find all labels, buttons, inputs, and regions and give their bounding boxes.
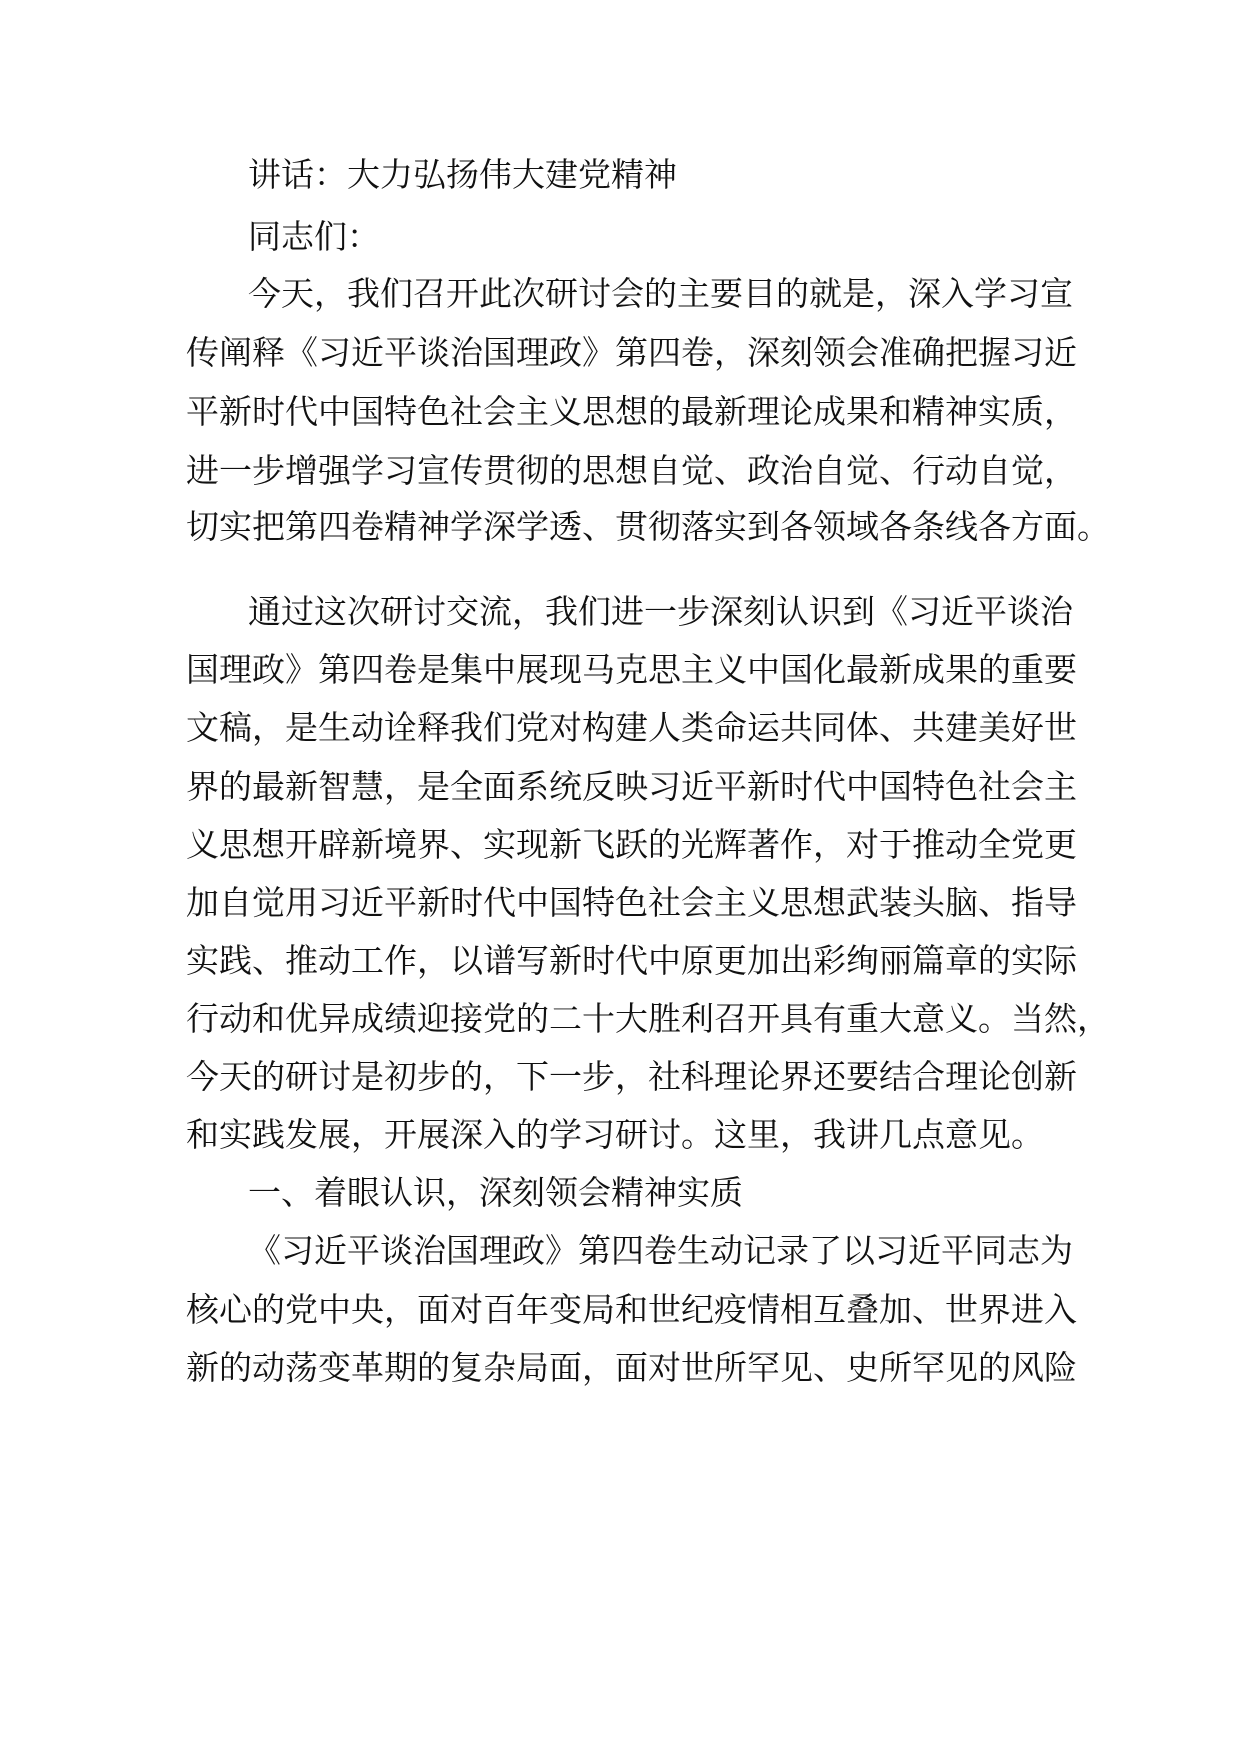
- paragraph-line: 文稿，是生动诠释我们党对构建人类命运共同体、共建美好世: [186, 708, 1077, 747]
- paragraph-line: 今天的研讨是初步的，下一步，社科理论界还要结合理论创新: [186, 1057, 1077, 1096]
- section-heading: 一、着眼认识，深刻领会精神实质: [248, 1173, 743, 1212]
- paragraph-line: 传阐释《习近平谈治国理政》第四卷，深刻领会准确把握习近: [186, 333, 1077, 372]
- paragraph-line: 核心的党中央，面对百年变局和世纪疫情相互叠加、世界进入: [186, 1290, 1077, 1329]
- paragraph-line: 加自觉用习近平新时代中国特色社会主义思想武装头脑、指导: [186, 883, 1077, 922]
- paragraph-line: 平新时代中国特色社会主义思想的最新理论成果和精神实质，: [186, 392, 1077, 431]
- paragraph-line: 《习近平谈治国理政》第四卷生动记录了以习近平同志为: [248, 1231, 1073, 1270]
- paragraph-line: 实践、推动工作，以谱写新时代中原更加出彩绚丽篇章的实际: [186, 941, 1077, 980]
- greeting: 同志们：: [248, 217, 380, 256]
- paragraph-line: 切实把第四卷精神学深学透、贯彻落实到各领域各条线各方面。: [186, 507, 1110, 546]
- document-title: 讲话：大力弘扬伟大建党精神: [248, 155, 677, 194]
- paragraph-line: 今天，我们召开此次研讨会的主要目的就是，深入学习宣: [248, 274, 1073, 313]
- paragraph-line: 新的动荡变革期的复杂局面，面对世所罕见、史所罕见的风险: [186, 1348, 1077, 1387]
- paragraph-line: 行动和优异成绩迎接党的二十大胜利召开具有重大意义。当然，: [186, 999, 1110, 1038]
- paragraph-line: 义思想开辟新境界、实现新飞跃的光辉著作，对于推动全党更: [186, 825, 1077, 864]
- paragraph-line: 进一步增强学习宣传贯彻的思想自觉、政治自觉、行动自觉，: [186, 451, 1077, 490]
- paragraph-line: 界的最新智慧，是全面系统反映习近平新时代中国特色社会主: [186, 767, 1077, 806]
- paragraph-line: 国理政》第四卷是集中展现马克思主义中国化最新成果的重要: [186, 650, 1077, 689]
- paragraph-line: 通过这次研讨交流，我们进一步深刻认识到《习近平谈治: [248, 592, 1073, 631]
- paragraph-line: 和实践发展，开展深入的学习研讨。这里，我讲几点意见。: [186, 1115, 1044, 1154]
